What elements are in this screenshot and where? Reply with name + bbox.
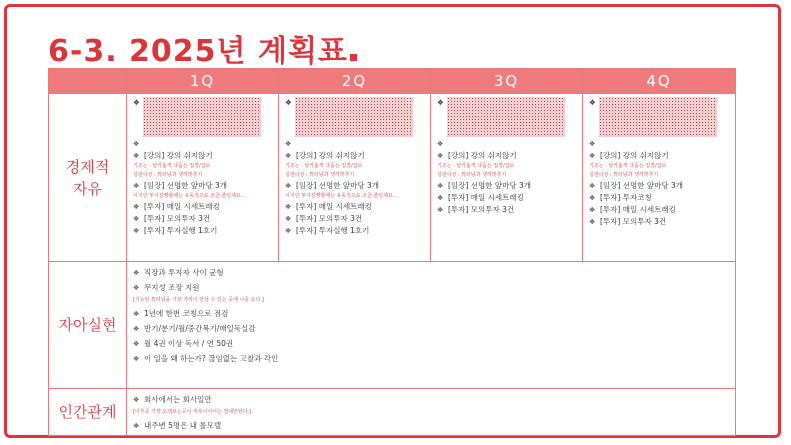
diamond-bullet-icon: ❖ <box>285 98 292 107</box>
diamond-bullet-icon: ❖ <box>589 98 596 107</box>
bullet-item <box>437 180 576 192</box>
bullet-text: [투자] 매일 시세트래킹 <box>144 202 220 211</box>
diamond-bullet-icon: ❖ <box>285 140 292 148</box>
bullet-item <box>589 216 729 228</box>
row-economic-freedom <box>49 94 736 262</box>
diamond-bullet-icon: ❖ <box>133 215 140 223</box>
bullet-item <box>285 180 424 192</box>
redacted-item <box>133 97 272 137</box>
bullet-text: 이 일을 왜 하는가? 끊임없는 고찰과 각인 <box>144 353 279 363</box>
bullet-item <box>589 150 729 162</box>
econ-q4-cell <box>583 94 736 262</box>
diamond-bullet-icon: ❖ <box>437 140 444 148</box>
note-text: 이지만 투자진행할때는 유동적으로 조금 줄일계요... <box>133 193 246 199</box>
title-dot <box>350 54 357 61</box>
bullet-text: 1년에 한번 코칭으로 점검 <box>144 308 229 318</box>
bullet-text: 회사에서는 회사일만 <box>144 394 212 404</box>
diamond-bullet-icon: ❖ <box>133 268 140 277</box>
header-q1: 1Q <box>127 69 279 94</box>
diamond-bullet-icon: ❖ <box>285 152 292 160</box>
note-text: 기조는 : 날카롭게 다듬는 입장/입보 <box>589 163 667 169</box>
bullet-text: [투자] 모의투자 3건 <box>600 217 667 226</box>
bullet-text: 월 4권 이상 독서 / 연 50권 <box>144 338 234 348</box>
bullet-item <box>589 204 729 216</box>
diamond-bullet-icon: ❖ <box>437 194 444 202</box>
bullet-item <box>437 192 576 204</box>
note-text: 기조는 : 날카롭게 다듬는 입장/입보 <box>285 163 363 169</box>
bullet-text: 반기/분기/월/중간복기/매일독실감 <box>144 323 256 333</box>
diamond-bullet-icon: ❖ <box>133 309 140 318</box>
bullet-item <box>133 201 272 213</box>
diamond-bullet-icon: ❖ <box>133 182 140 190</box>
bullet-text: [투자] 투자코칭 <box>600 193 652 202</box>
note-text: [기능된 튜터님을 가장 가까이 만날 수 있는 곳에 나를 둔다.] <box>133 297 264 303</box>
diamond-bullet-icon: ❖ <box>437 152 444 160</box>
bullet-item <box>133 321 729 336</box>
bullet-item <box>133 418 729 433</box>
redacted-item <box>437 97 576 137</box>
diamond-bullet-icon: ❖ <box>133 152 140 160</box>
page-title: 6-3. 2025년 계획표 <box>48 26 357 70</box>
bullet-text: [강의] 강의 쉬지않기 <box>144 151 213 160</box>
empty-bullet <box>589 138 729 150</box>
relationships-cell <box>127 389 736 436</box>
bullet-item <box>437 150 576 162</box>
bullet-text: [강의] 강의 쉬지않기 <box>296 151 365 160</box>
diamond-bullet-icon: ❖ <box>133 203 140 211</box>
diamond-bullet-icon: ❖ <box>589 194 596 202</box>
bullet-text: [투자] 매일 시세트래킹 <box>296 202 372 211</box>
plan-table <box>48 68 736 436</box>
bullet-text: 내주변 5명은 내 롤모델 <box>144 420 222 430</box>
diamond-bullet-icon: ❖ <box>133 324 140 333</box>
econ-q1-cell <box>127 94 279 262</box>
self-cell <box>127 262 736 389</box>
diamond-bullet-icon: ❖ <box>437 206 444 214</box>
econ-q3-cell <box>431 94 583 262</box>
bullet-text: [임장] 선명한 앞마당 3개 <box>600 181 683 190</box>
diamond-bullet-icon: ❖ <box>133 98 140 107</box>
bullet-item <box>133 225 272 237</box>
note-text: 실전이상 : 튜터님과 생각맞추기 <box>437 172 507 178</box>
row-label-economic <box>49 94 127 262</box>
bullet-text: [투자] 투자실행 1호기 <box>144 226 218 235</box>
redacted-item <box>285 97 424 137</box>
bullet-text: [투자] 모의투자 3건 <box>296 214 363 223</box>
bullet-text: [투자] 매일 시세트래킹 <box>448 193 524 202</box>
diamond-bullet-icon: ❖ <box>133 354 140 363</box>
bullet-text: [투자] 모의투자 3건 <box>144 214 211 223</box>
diamond-bullet-icon: ❖ <box>133 227 140 235</box>
diamond-bullet-icon: ❖ <box>133 283 140 292</box>
diamond-bullet-icon: ❖ <box>133 140 140 148</box>
econ-q2-cell <box>279 94 431 262</box>
bullet-item <box>133 336 729 351</box>
note-text: 기조는 : 날카롭게 다듬는 입장/입보 <box>437 163 515 169</box>
bullet-item <box>133 180 272 192</box>
note-text: 실전이상 : 튜터님과 생각맞추기 <box>133 172 203 178</box>
bullet-item <box>133 265 729 280</box>
bullet-text: [투자] 투자실행 1호기 <box>296 226 370 235</box>
bullet-item <box>285 201 424 213</box>
bullet-text: [임장] 선명한 앞마당 3개 <box>448 181 531 190</box>
diamond-bullet-icon: ❖ <box>589 218 596 226</box>
note-text: 기조는 : 날카롭게 다듬는 입장/입보 <box>133 163 211 169</box>
note-text: 이지만 투자진행할때는 유동적으로 조금 줄일계요... <box>285 193 398 199</box>
bullet-item <box>285 150 424 162</box>
row-label-line: 인간관계 <box>58 403 117 421</box>
bullet-text: [임장] 선명한 앞마당 3개 <box>296 181 379 190</box>
diamond-bullet-icon: ❖ <box>589 182 596 190</box>
bullet-item <box>133 150 272 162</box>
diamond-bullet-icon: ❖ <box>285 182 292 190</box>
bullet-item <box>133 392 729 407</box>
note-text: 실전이상 : 튜터님과 생각맞추기 <box>285 172 355 178</box>
bullet-item <box>589 180 729 192</box>
diamond-bullet-icon: ❖ <box>589 140 596 148</box>
bullet-text: [투자] 모의투자 3건 <box>448 205 515 214</box>
row-label-self <box>49 262 127 389</box>
empty-bullet <box>437 138 576 150</box>
header-q3: 3Q <box>431 69 583 94</box>
diamond-bullet-icon: ❖ <box>285 215 292 223</box>
bullet-text: [임장] 선명한 앞마당 3개 <box>144 181 227 190</box>
header-row <box>49 69 736 94</box>
redacted-item <box>589 97 729 137</box>
row-label-line: 경제적 <box>65 157 110 176</box>
bullet-text: [투자] 매일 시세트래킹 <box>600 205 676 214</box>
redaction-block <box>599 97 717 137</box>
redaction-block <box>447 97 565 137</box>
note-text: 실전이상 : 튜터님과 생각맞추기 <box>589 172 659 178</box>
row-relationships <box>49 389 736 436</box>
header-corner <box>49 69 127 94</box>
diamond-bullet-icon: ❖ <box>589 152 596 160</box>
bullet-text: 직장과 투자자 사이 균형 <box>144 267 224 277</box>
bullet-item <box>133 306 729 321</box>
bullet-item <box>437 204 576 216</box>
diamond-bullet-icon: ❖ <box>133 339 140 348</box>
bullet-text: [강의] 강의 쉬지않기 <box>448 151 517 160</box>
bullet-item <box>133 213 272 225</box>
header-q2: 2Q <box>279 69 431 94</box>
diamond-bullet-icon: ❖ <box>589 206 596 214</box>
row-self-realization <box>49 262 736 389</box>
empty-bullet <box>133 138 272 150</box>
redaction-block <box>143 97 261 137</box>
redaction-block <box>295 97 413 137</box>
row-label-line: 자아실현 <box>58 316 117 334</box>
bullet-text: 무지성 조장 지원 <box>144 282 200 292</box>
empty-bullet <box>285 138 424 150</box>
diamond-bullet-icon: ❖ <box>437 98 444 107</box>
diamond-bullet-icon: ❖ <box>285 203 292 211</box>
note-text: [이후증 가장 오래보는곳이 직복이어서는 절대안된다.] <box>133 409 252 415</box>
diamond-bullet-icon: ❖ <box>285 227 292 235</box>
bullet-item <box>589 192 729 204</box>
bullet-item <box>133 351 729 366</box>
bullet-item <box>133 280 729 295</box>
bullet-item <box>285 225 424 237</box>
bullet-text: [강의] 강의 쉬지않기 <box>600 151 669 160</box>
header-q4: 4Q <box>583 69 736 94</box>
bullet-item <box>285 213 424 225</box>
row-label-line: 자유 <box>73 179 102 198</box>
row-label-relationships <box>49 389 127 436</box>
diamond-bullet-icon: ❖ <box>133 395 140 404</box>
diamond-bullet-icon: ❖ <box>133 421 140 430</box>
diamond-bullet-icon: ❖ <box>437 182 444 190</box>
